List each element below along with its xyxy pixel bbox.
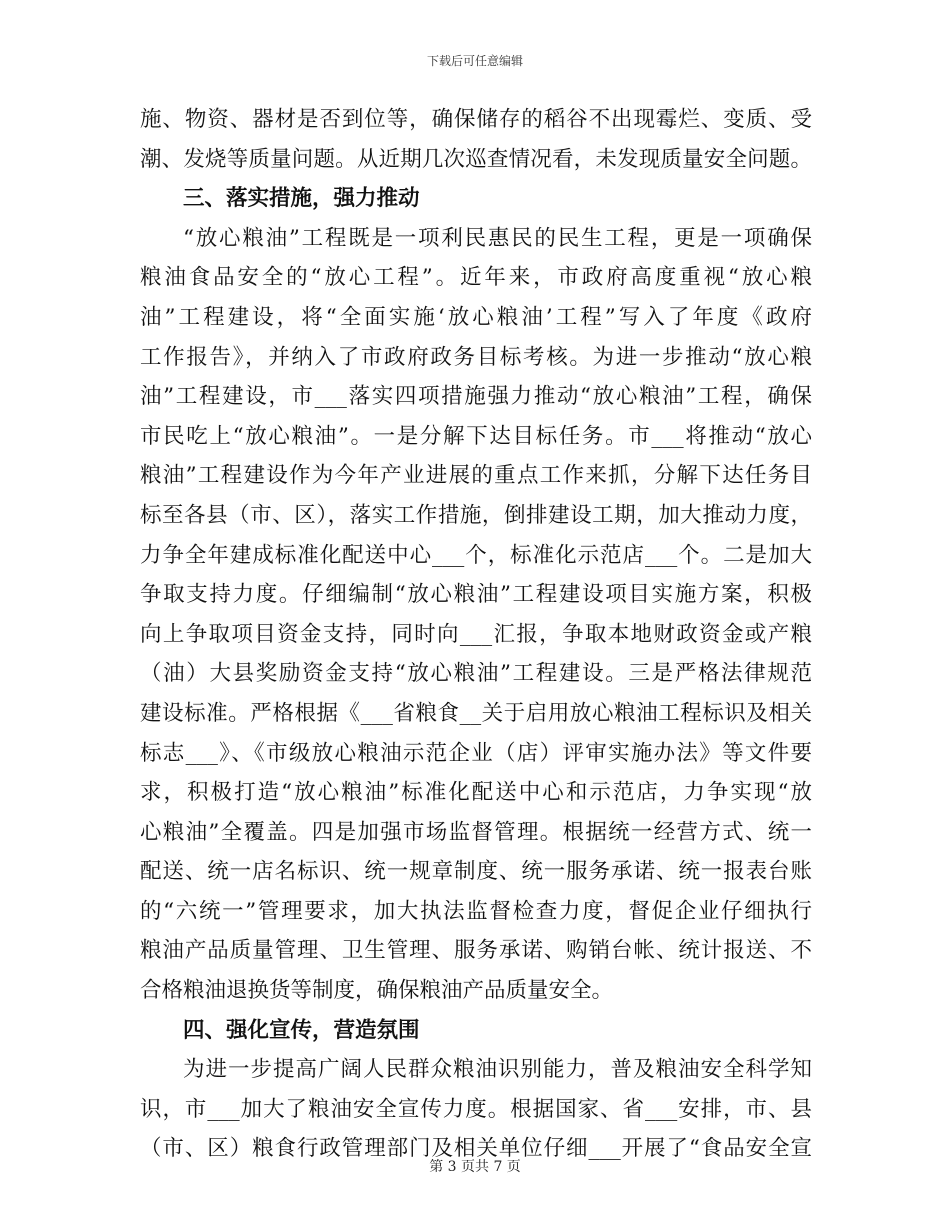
body-line: 潮、发烧等质量问题。从近期几次巡查情况看，未发现质量安全问题。	[140, 146, 812, 172]
body-line: 标志___》、《市级放心粮油示范企业（店）评审实施办法》等文件要	[140, 740, 812, 766]
body-line: 的“六统一”管理要求，加大执法监督检查力度，督促企业仔细执行	[140, 898, 812, 924]
body-line: 油”工程建设，将“全面实施‘放心粮油’工程”写入了年度《政府	[140, 304, 812, 330]
body-line: 合格粮油退换货等制度，确保粮油产品质量安全。	[140, 978, 614, 1004]
body-line: 争取支持力度。仔细编制“放心粮油”工程建设项目实施方案，积极	[140, 582, 812, 608]
document-body	[140, 100, 812, 1169]
page-number: 第 3 页共 7 页	[429, 1159, 521, 1175]
body-line: 配送、统一店名标识、统一规章制度、统一服务承诺、统一报表台账	[140, 859, 812, 885]
body-line: 粮油”工程建设作为今年产业进展的重点工作来抓，分解下达任务目	[140, 463, 812, 489]
body-line: （市、区）粮食行政管理部门及相关单位仔细___开展了“食品安全宣	[140, 1136, 812, 1162]
body-line: 力争全年建成标准化配送中心___个，标准化示范店___个。二是加大	[140, 542, 812, 568]
body-line: 粮油产品质量管理、卫生管理、服务承诺、购销台帐、统计报送、不	[140, 938, 812, 964]
body-line: 向上争取项目资金支持，同时向___汇报，争取本地财政资金或产粮	[140, 621, 812, 647]
section-heading-3: 三、落实措施，强力推动	[183, 186, 420, 212]
body-line: 心粮油”全覆盖。四是加强市场监督管理。根据统一经营方式、统一	[140, 819, 812, 845]
body-line: 油”工程建设，市___落实四项措施强力推动“放心粮油”工程，确保	[140, 384, 812, 410]
header-note: 下载后可任意编辑	[426, 54, 523, 68]
body-line: 标至各县（市、区），落实工作措施，倒排建设工期，加大推动力度，	[140, 502, 812, 528]
body-line: 识，市___加大了粮油安全宣传力度。根据国家、省___安排，市、县	[140, 1096, 812, 1122]
body-line: 求，积极打造“放心粮油”标准化配送中心和示范店，力争实现“放	[140, 780, 812, 806]
body-line: 粮油食品安全的“放心工程”。近年来，市政府高度重视“放心粮	[140, 265, 812, 291]
body-line: 市民吃上“放心粮油”。一是分解下达目标任务。市___将推动“放心	[140, 423, 812, 449]
body-line: （油）大县奖励资金支持“放心粮油”工程建设。三是严格法律规范	[140, 661, 812, 687]
body-line: 建设标准。严格根据《___省粮食__关于启用放心粮油工程标识及相关	[140, 700, 812, 726]
section-heading-4: 四、强化宣传，营造氛围	[183, 1017, 420, 1043]
body-line: 为进一步提高广阔人民群众粮油识别能力，普及粮油安全科学知	[183, 1057, 812, 1083]
body-line: 工作报告》，并纳入了市政府政务目标考核。为进一步推动“放心粮	[140, 344, 812, 370]
body-line: 施、物资、器材是否到位等，确保储存的稻谷不出现霉烂、变质、受	[140, 107, 812, 132]
body-line: “放心粮油”工程既是一项利民惠民的民生工程，更是一项确保	[183, 225, 812, 251]
